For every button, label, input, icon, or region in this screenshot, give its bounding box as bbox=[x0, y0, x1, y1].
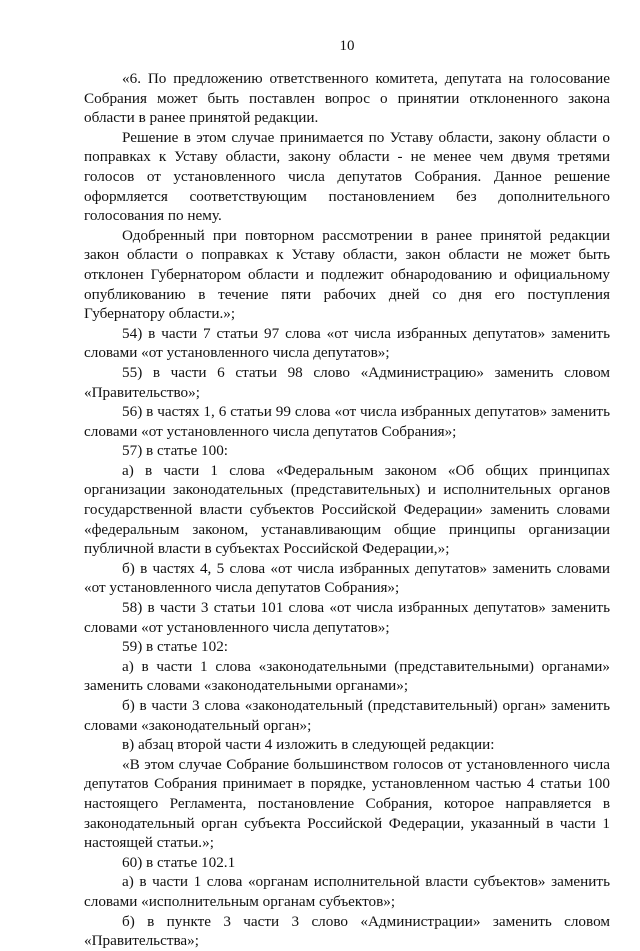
paragraph: «В этом случае Собрание большинством голосов от установленного числа депутатов Собрания принимает в порядке, установленном частью 4 статьи 100 настоящего Регламента, постановление Собрания, которое направляется в законодательный орган субъекта Российской Федерации, указанный в части 1 настоящей статьи.»; bbox=[84, 755, 610, 852]
paragraph: 55) в части 6 статьи 98 слово «Администрацию» заменить словом «Правительство»; bbox=[84, 363, 610, 401]
paragraph: 59) в статье 102: bbox=[122, 638, 229, 656]
paragraph: б) в части 3 слова «законодательный (представительный) орган» заменить словами «законодательный орган»; bbox=[84, 697, 610, 734]
page-number: 10 bbox=[339, 38, 355, 54]
paragraph: 54) в части 7 статьи 97 слова «от числа избранных депутатов» заменить словами «от установленного числа депутатов»; bbox=[84, 324, 610, 362]
paragraph: 57) в статье 100: bbox=[122, 442, 229, 460]
paragraph: 60) в статье 102.1 bbox=[122, 853, 236, 871]
paragraph: а) в части 1 слова «органам исполнительной власти субъектов» заменить словами «исполнительным органам субъектов»; bbox=[84, 873, 610, 910]
paragraph: Одобренный при повторном рассмотрении в ранее принятой редакции закон области о поправках к Уставу области, закон области не может быть отклонен Губернатором области и подлежит обнародованию и официальному опубликованию в течение пяти рабочих дней со дня его поступления Губернатору области.»; bbox=[84, 226, 610, 323]
paragraph: 58) в части 3 статьи 101 слова «от числа избранных депутатов» заменить словами «от установленного числа депутатов»; bbox=[84, 599, 610, 636]
paragraph: «6. По предложению ответственного комитета, депутата на голосование Собрания может быть поставлен вопрос о принятии отклоненного закона области в ранее принятой редакции. bbox=[84, 70, 610, 127]
paragraph: в) абзац второй части 4 изложить в следующей редакции: bbox=[122, 736, 495, 754]
paragraph: б) в частях 4, 5 слова «от числа избранных депутатов» заменить словами «от установленного числа депутатов Собрания»; bbox=[84, 559, 610, 597]
paragraph: а) в части 1 слова «законодательными (представительными) органами» заменить словами «законодательными органами»; bbox=[84, 657, 610, 695]
paragraph: Решение в этом случае принимается по Уставу области, закону области о поправках к Уставу области, закону области - не менее чем двумя третями голосов от установленного числа депутатов Собрания. Данное решение оформляется соответствующим постановлением без дополнительного голосования по нему. bbox=[84, 128, 610, 225]
paragraph: а) в части 1 слова «Федеральным законом «Об общих принципах организации законодательных (представительных) и исполнительных органов государственной власти субъектов Российской Федерации» заменить словами «федеральным законом, устанавливающим общие принципы организации публичной власти в субъектах Российской Федерации,»; bbox=[84, 461, 610, 558]
paragraph: 56) в частях 1, 6 статьи 99 слова «от числа избранных депутатов» заменить словами «от установленного числа депутатов Собрания»; bbox=[84, 403, 610, 440]
paragraph: б) в пункте 3 части 3 слово «Администрации» заменить словом «Правительства»; bbox=[84, 912, 610, 950]
